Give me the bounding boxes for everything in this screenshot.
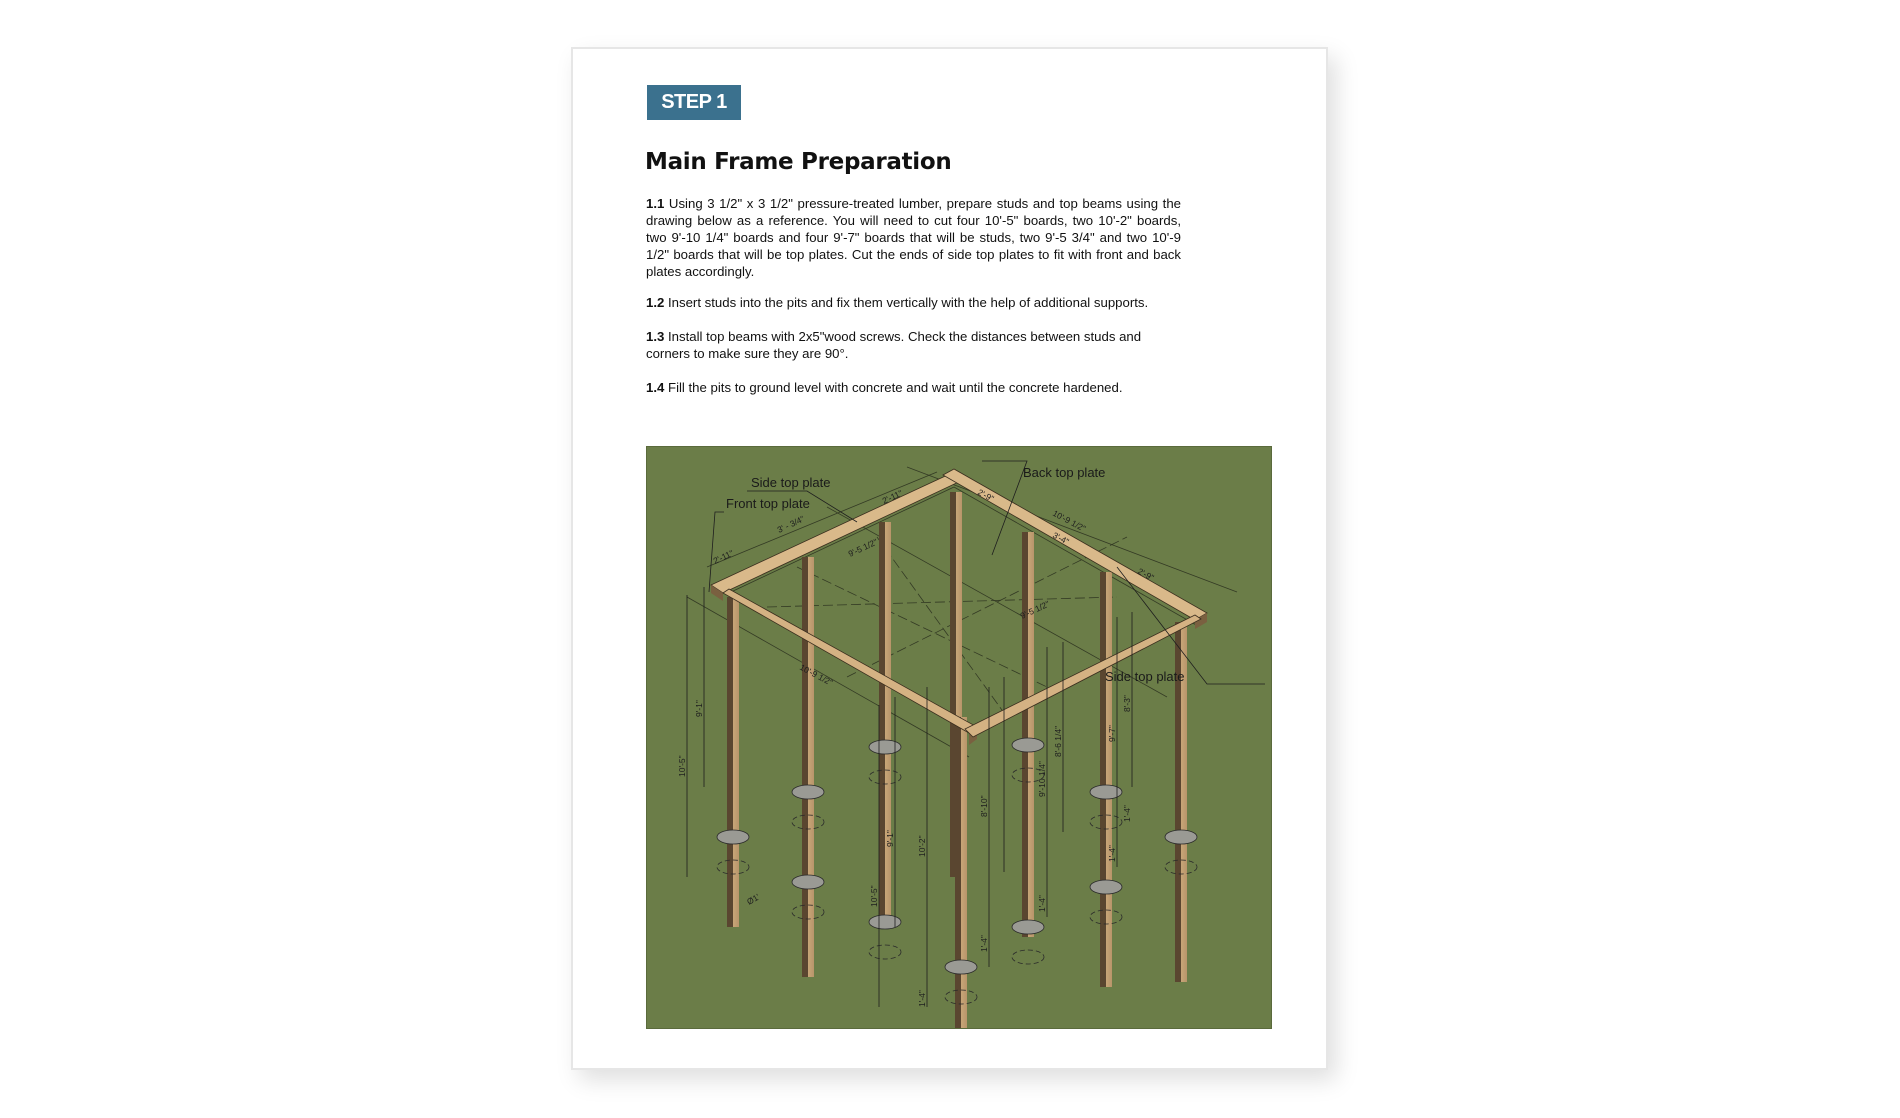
frame-diagram	[646, 446, 1272, 1029]
step-number: 1.2	[646, 295, 665, 310]
step-number: 1.4	[646, 380, 665, 395]
step-text: Using 3 1/2" x 3 1/2" pressure-treated lumber, prepare studs and top beams using the drawing below as a reference. You will need to cut four 10'-5" boards, two 10'-2" boards, two 9'-10 1/4" boards and four 9'-7" boards that will be studs, two 9'-5 3/4" and two 10'-9 1/2" boards that will be top plates. Cut the ends of side top plates to fit with front and back plates accordingly.	[646, 196, 1181, 279]
dim-back-seg2: 3'-4"	[1051, 529, 1071, 547]
isometric-frame-drawing	[647, 447, 1272, 1029]
dim-left-total: 10'-9 1/2"	[798, 661, 835, 688]
dim-stud-8-3: 8'-3"	[1122, 695, 1132, 712]
step-text: Insert studs into the pits and fix them vertically with the help of additional supports.	[664, 295, 1149, 310]
step-number: 1.1	[646, 196, 665, 211]
page-title: Main Frame Preparation	[645, 149, 952, 175]
dim-front-seg1: 2'-11"	[711, 547, 735, 566]
dim-pit-depth-1: 1'-4"	[917, 990, 927, 1007]
dim-pit-depth-2: 1'-4"	[979, 935, 989, 952]
dim-stud-9-10: 9'-10 1/4"	[1037, 761, 1047, 797]
dim-stud-10-2: 10'-2"	[917, 835, 927, 857]
dim-stud-8-10: 8'-10"	[979, 795, 989, 817]
label-side-top-plate-right: Side top plate	[1105, 669, 1185, 684]
step-text: Fill the pits to ground level with concrete and wait until the concrete hardened.	[664, 380, 1123, 395]
dim-pit-diameter: Ø1'	[745, 891, 762, 907]
label-front-top-plate: Front top plate	[726, 496, 810, 511]
dim-stud-10-5b: 10'-5"	[869, 885, 879, 907]
dim-stud-10-5a: 10'-5"	[677, 755, 687, 777]
dim-front-seg2: 3' - 3/4"	[775, 513, 806, 535]
vertical-dimensions	[687, 587, 1132, 1007]
label-back-top-plate: Back top plate	[1023, 465, 1106, 480]
document-page	[571, 47, 1328, 1070]
dim-stud-9-1a: 9'-1"	[694, 700, 704, 717]
step-badge: STEP 1	[647, 85, 741, 120]
dim-stud-9-1b: 9'-1"	[885, 830, 895, 847]
instruction-1-2	[646, 294, 1181, 311]
label-side-top-plate-left: Side top plate	[751, 475, 831, 490]
instruction-1-1	[646, 195, 1181, 280]
instruction-1-4	[646, 379, 1181, 396]
dim-stud-9-7: 9'-7"	[1107, 725, 1117, 742]
dim-back-seg1: 2'-9"	[976, 486, 996, 504]
dim-pit-depth-3: 1'-4"	[1037, 895, 1047, 912]
dim-back-total: 10'-9 1/2"	[1051, 507, 1088, 534]
dim-right-mid: 9'-5 1/2"	[1018, 598, 1052, 621]
dim-front-mid: 9'-5 1/2"	[846, 536, 880, 559]
step-number: 1.3	[646, 329, 665, 344]
dim-front-seg3: 2'-11"	[880, 487, 904, 506]
dim-stud-8-6: 8'-6 1/4"	[1053, 725, 1063, 757]
instruction-1-3	[646, 328, 1166, 362]
dim-back-seg3: 2'-9"	[1136, 565, 1156, 583]
dim-pit-depth-5: 1'-4"	[1122, 805, 1132, 822]
dim-pit-depth-4: 1'-4"	[1107, 845, 1117, 862]
step-text: Install top beams with 2x5"wood screws. Check the distances between studs and corners to make sure they are 90°.	[646, 329, 1142, 361]
